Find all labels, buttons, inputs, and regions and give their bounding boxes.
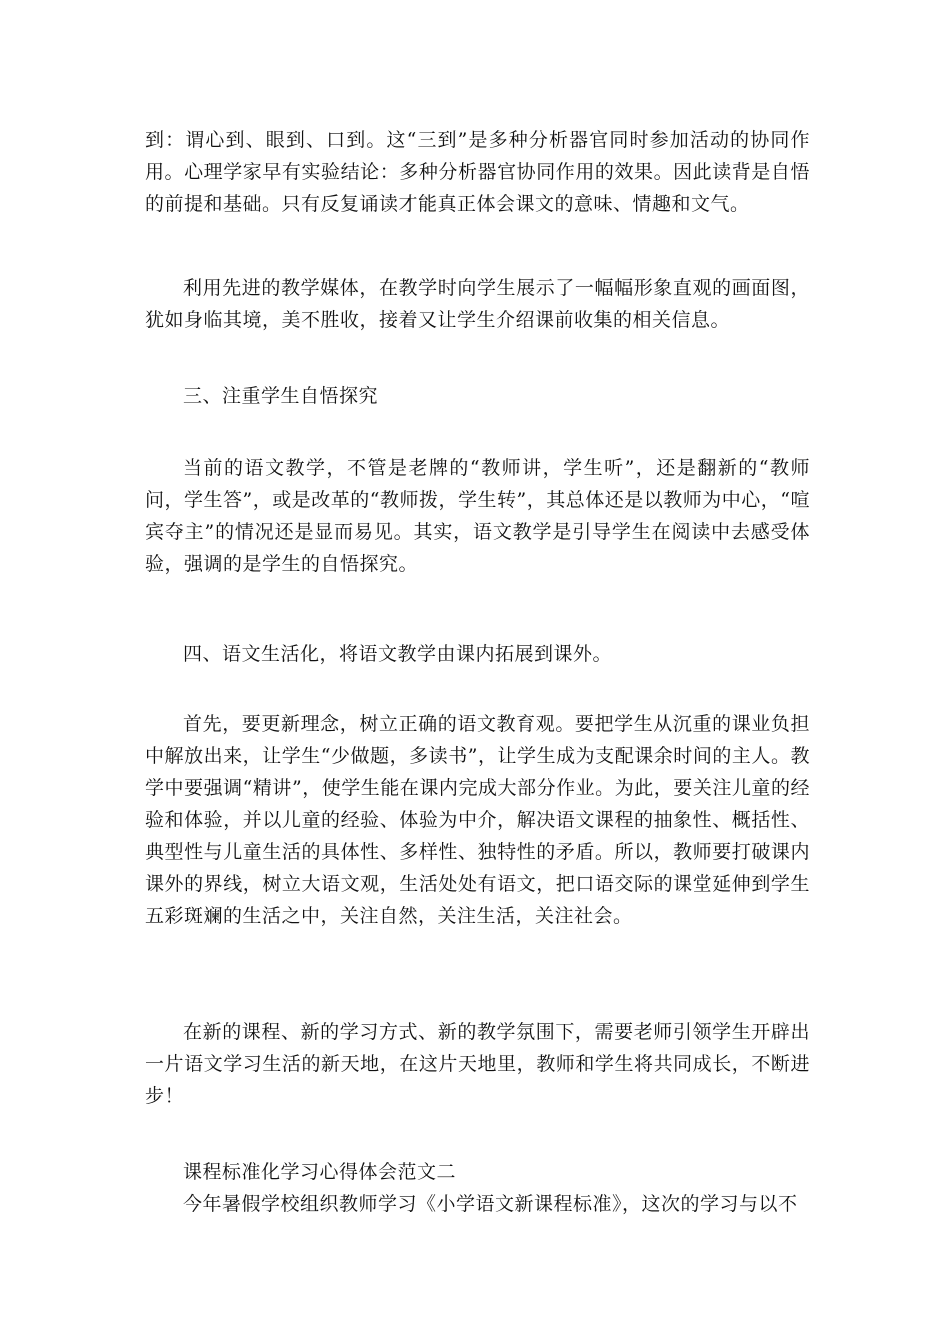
essay-title-two: 课程标准化学习心得体会范文二 <box>183 1161 457 1183</box>
paragraph-update-concept: 首先，要更新理念，树立正确的语文教育观。要把学生从沉重的课业负担中解放出来，让学生“少做题，多读书”，让学生成为支配课余时间的主人。教学中要强调“精讲”，使学生能在课内完成大部分作业。为此，要关注儿童的经验和体验，并以儿童的经验、体验为中介，解决语文课程的抽象性、概括性、典型性与儿童生活的具体性、多样性、独特性的矛盾。所以，教师要打破课内课外的界线，树立大语文观，生活处处有语文，把口语交际的课堂延伸到学生五彩斑斓的生活之中，关注自然，关注生活，关注社会。 <box>145 713 810 927</box>
paragraph-teaching-media: 利用先进的教学媒体，在教学时向学生展示了一幅幅形象直观的画面图，犹如身临其境，美不胜收，接着又让学生介绍课前收集的相关信息。 <box>145 277 810 331</box>
section-heading-four: 四、语文生活化，将语文教学由课内拓展到课外。 <box>183 643 613 665</box>
paragraph-three-to: 到：谓心到、眼到、口到。这“三到”是多种分析器官同时参加活动的协同作用。心理学家早有实验结论：多种分析器官协同作用的效果。因此读背是自悟的前提和基础。只有反复诵读才能真正体会课文的意味、情趣和文气。 <box>145 129 810 215</box>
paragraph-summer-study: 今年暑假学校组织教师学习《小学语文新课程标准》，这次的学习与以不 <box>183 1193 798 1215</box>
section-heading-three: 三、注重学生自悟探究 <box>183 385 379 407</box>
paragraph-new-curriculum: 在新的课程、新的学习方式、新的教学氛围下，需要老师引领学生开辟出一片语文学习生活的新天地，在这片天地里，教师和学生将共同成长，不断进步！ <box>145 1021 810 1107</box>
paragraph-current-teaching: 当前的语文教学，不管是老牌的“教师讲，学生听”，还是翻新的“教师问，学生答”，或是改革的“教师拨，学生转”，其总体还是以教师为中心，“喧宾夺主”的情况还是显而易见。其实，语文教学是引导学生在阅读中去感受体验，强调的是学生的自悟探究。 <box>145 457 810 575</box>
